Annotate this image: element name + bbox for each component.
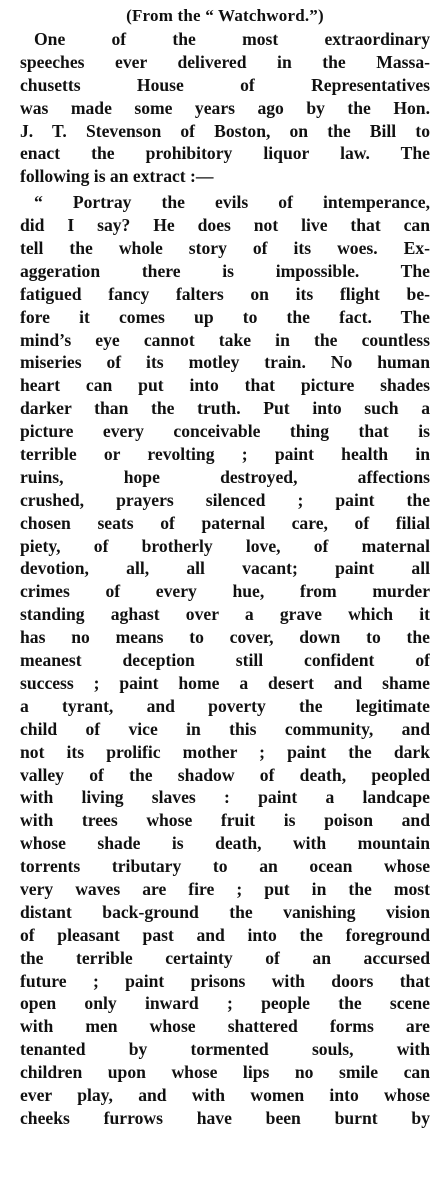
text-line: ruins, hope destroyed, affections [20,466,430,487]
text-line: miseries of its motley train. No human [20,352,430,373]
text-line: chosen seats of paternal care, of filial [20,512,430,533]
text-line: did I say? He does not live that can [20,215,430,236]
text-line: distant back-ground the vanishing vision [20,901,430,922]
text-line: with trees whose fruit is poison and [20,810,430,831]
text-line: open only inward ; people the scene [20,993,430,1014]
text-line: with men whose shattered forms are [20,1016,430,1037]
text-line: torrents tributary to an ocean whose [20,856,430,877]
text-line: crushed, prayers silenced ; paint the [20,489,430,510]
text-line: aggeration there is impossible. The [20,260,430,281]
text-line: not its prolific mother ; paint the dark [20,741,430,762]
text-line: picture every conceivable thing that is [20,421,430,442]
text-line: cheeks furrows have been burnt by [20,1107,430,1128]
text-line: following is an extract :— [20,166,214,187]
text-line: speeches ever delivered in the Massa- [20,51,430,72]
text-line: fatigued fancy falters on its flight be- [20,283,430,304]
text-line: success ; paint home a desert and shame [20,672,430,693]
text-line: future ; paint prisons with doors that [20,970,430,991]
text-line: whose shade is death, with mountain [20,833,430,854]
text-line: mind’s eye cannot take in the countless [20,329,430,350]
text-line: valley of the shadow of death, peopled [20,764,430,785]
text-line: a tyrant, and poverty the legitimate [20,695,430,716]
text-line: has no means to cover, down to the [20,627,430,648]
text-line: J. T. Stevenson of Boston, on the Bill to [20,120,430,141]
text-line: meanest deception still confident of [20,650,430,671]
text-line: terrible or revolting ; paint health in [20,444,430,465]
text-line: child of vice in this community, and [20,718,430,739]
text-line: the terrible certainty of an accursed [20,947,430,968]
text-line: children upon whose lips no smile can [20,1062,430,1083]
text-line: heart can put into that picture shades [20,375,430,396]
paragraph-quote [20,191,430,1130]
text-line: darker than the truth. Put into such a [20,398,430,419]
text-line: of pleasant past and into the foreground [20,924,430,945]
text-line: piety, of brotherly love, of maternal [20,535,430,556]
text-line: One of the most extraordinary [34,29,430,49]
text-line: tenanted by tormented souls, with [20,1039,430,1060]
text-line: standing aghast over a grave which it [20,604,430,625]
text-line: chusetts House of Representatives [20,74,430,95]
source-attribution: (From the “ Watchword.”) [126,6,324,25]
paragraph-intro [20,28,430,188]
text-line: devotion, all, all vacant; paint all [20,558,430,579]
text-line: with living slaves : paint a landcape [20,787,430,808]
text-line: was made some years ago by the Hon. [20,97,430,118]
text-line: crimes of every hue, from murder [20,581,430,602]
text-line: enact the prohibitory liquor law. The [20,143,430,164]
text-line: very waves are fire ; put in the most [20,878,430,899]
text-line: ever play, and with women into whose [20,1084,430,1105]
text-line: fore it comes up to the fact. The [20,306,430,327]
text-line: “ Portray the evils of intemperance, [34,192,430,213]
article-column [20,6,430,1130]
text-line: tell the whole story of its woes. Ex- [20,238,430,259]
